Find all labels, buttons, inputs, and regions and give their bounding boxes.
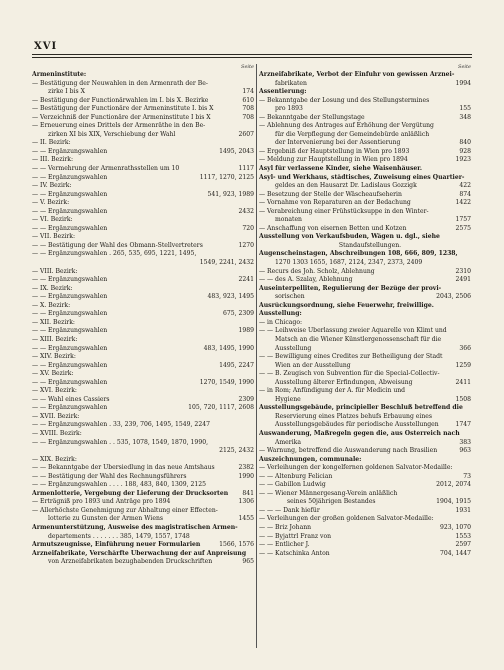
index-entry: [32, 80, 254, 89]
entry-page-ref: 1495, 2247: [219, 361, 254, 369]
entry-text: zirken XI bis XIX, Verschiebung der Wahl: [48, 130, 176, 138]
entry-text: — Bekanntgabe der Stellungstage: [259, 113, 365, 121]
entry-text: von Arzneifabrikaten bezughabenden Druckschriften: [48, 558, 213, 566]
entry-text: — — Ergänzungswahlen: [32, 173, 108, 181]
index-entry: [259, 533, 471, 542]
entry-text: — — Gabillon Ludwig: [259, 481, 326, 489]
entry-text: — Verzeichniß der Functionäre der Armeninstitute I bis X: [32, 113, 211, 121]
entry-page-ref: 2012, 2074: [436, 481, 471, 489]
index-entry: [32, 396, 254, 405]
entry-text: — XII. Bezirk:: [32, 318, 75, 326]
entry-page-ref: 1923: [455, 156, 471, 164]
entry-page-ref: 923, 1070: [439, 523, 471, 531]
entry-text: — Vornahme von Reparaturen an der Bedachung: [259, 199, 411, 207]
index-entry: [259, 404, 471, 413]
index-entry: [32, 558, 254, 567]
index-entry: [32, 456, 254, 465]
entry-page-ref: 2597: [455, 541, 471, 549]
entry-page-ref: 874: [459, 190, 471, 198]
entry-page-ref: 1270, 1549, 1990: [199, 378, 254, 386]
seite-label-right: Seite: [458, 64, 471, 70]
entry-text: — — Briz Johann: [259, 523, 312, 531]
index-entry: [32, 191, 254, 200]
entry-text: Ausstellung von Verkaufsbuden, Wägen u. dgl., siehe: [259, 233, 440, 241]
entry-text: — — Byjattrl Franz von: [259, 532, 332, 540]
index-entry: [32, 473, 254, 482]
index-entry: [259, 430, 471, 439]
entry-text: der Intervenierung bei der Assentierung: [275, 139, 401, 147]
entry-page-ref: 1990: [238, 472, 254, 480]
index-entry: [259, 97, 471, 106]
entry-page-ref: 708: [242, 113, 254, 121]
entry-page-ref: 704, 1447: [439, 549, 471, 557]
entry-page-ref: 1259: [455, 361, 471, 369]
entry-text: — Anschaffung von eisernen Betten und Kotzen: [259, 224, 407, 232]
index-entry: [259, 507, 471, 516]
entry-page-ref: 541, 923, 1989: [207, 190, 254, 198]
index-entry: [259, 88, 471, 97]
index-entry: [259, 524, 471, 533]
index-entry: [32, 182, 254, 191]
entry-text: — Ablehnung des Antrages auf Erhöhung der Vergütung: [259, 122, 434, 130]
entry-text: departements . . . . . . . 385, 1479, 1557, 1748: [48, 532, 190, 540]
entry-text: — — Ergänzungswahlen: [32, 327, 108, 335]
entry-page-ref: 2432: [238, 207, 254, 215]
entry-text: geldes an den Hausarzt Dr. Ladislaus Gozzigk: [275, 182, 417, 190]
index-entry: [259, 225, 471, 234]
index-entry: [32, 250, 254, 259]
entry-text: Matsch an die Wiener Künstlergenossenschaft für die: [275, 335, 442, 343]
index-entry: [259, 208, 471, 217]
entry-text: — — Katschinka Anton: [259, 549, 330, 557]
entry-page-ref: 1757: [455, 216, 471, 224]
index-entry: [32, 447, 254, 456]
entry-page-ref: 483, 1495, 1990: [203, 344, 254, 352]
index-entry: [32, 216, 254, 225]
index-entry: [32, 148, 254, 157]
entry-text: — XVII. Bezirk:: [32, 412, 80, 420]
entry-text: — — Entlicher J.: [259, 541, 310, 549]
entry-text: — — Ergänzungswahlen: [32, 276, 108, 284]
entry-text: — — Bewilligung eines Credites zur Betheiligung der Stadt: [259, 353, 443, 361]
index-entry: [32, 233, 254, 242]
entry-text: Ausstellung:: [259, 310, 302, 318]
entry-page-ref: 1422: [455, 199, 471, 207]
entry-text: pro 1893: [275, 105, 303, 113]
entry-page-ref: 2309: [238, 395, 254, 403]
index-entry: [259, 396, 471, 405]
index-entry: [259, 481, 471, 490]
entry-text: — XIV. Bezirk:: [32, 353, 76, 361]
entry-text: — Bestätigung der Functionäre der Armeninstitute I. bis X: [32, 105, 214, 113]
index-entry: [259, 293, 471, 302]
index-entry: [32, 345, 254, 354]
entry-text: — Erneuerung eines Drittels der Armenräthe in den Be-: [32, 122, 206, 130]
entry-page-ref: 383: [459, 438, 471, 446]
entry-page-ref: 105, 720, 1117, 2608: [188, 404, 254, 412]
entry-text: — XVIII. Bezirk:: [32, 429, 82, 437]
entry-text: sorischen: [275, 293, 305, 301]
index-entry: [32, 490, 254, 499]
index-entry: [32, 533, 254, 542]
entry-text: — — Vermehrung der Armenrathsstellen um 10: [32, 165, 180, 173]
entry-text: — in Chicago:: [259, 318, 303, 326]
entry-text: — Verabreichung einer Frühstücksuppe in den Winter-: [259, 207, 429, 215]
entry-text: — Bekanntgabe der Losung und des Stellungstermines: [259, 96, 430, 104]
entry-text: 1270 1303 1655, 1687, 2124, 2347, 2373, 2409: [275, 259, 423, 267]
index-entry: [259, 310, 471, 319]
entry-text: — — Leihweise Überlassung zweier Aquarelle von Klimt und: [259, 327, 447, 335]
entry-page-ref: 610: [242, 96, 254, 104]
entry-text: — VII. Bezirk:: [32, 233, 76, 241]
index-entry: [32, 353, 254, 362]
left-column: [32, 63, 254, 567]
index-entry: [259, 191, 471, 200]
index-entry: [259, 122, 471, 131]
index-entry: [259, 71, 471, 80]
entry-page-ref: 675, 2309: [222, 310, 254, 318]
entry-page-ref: 840: [459, 139, 471, 147]
column-divider: [256, 64, 257, 648]
index-entry: [259, 139, 471, 148]
entry-text: — VIII. Bezirk:: [32, 267, 78, 275]
entry-page-ref: 2310: [455, 267, 471, 275]
entry-page-ref: 2575: [455, 224, 471, 232]
index-entry: [259, 362, 471, 371]
entry-text: — — Wiener Männergesang-Verein anläßlich: [259, 489, 398, 497]
entry-page-ref: 1994: [455, 79, 471, 87]
index-entry: [32, 550, 254, 559]
index-entry: [259, 285, 471, 294]
entry-text: Arzneifabrikate, Verbot der Einfuhr von gewissen Arznei-: [259, 71, 455, 78]
entry-text: Assentierung:: [259, 88, 307, 96]
entry-text: — X. Bezirk:: [32, 301, 71, 309]
index-entry: [259, 447, 471, 456]
index-entry: [259, 490, 471, 499]
index-entry: [32, 174, 254, 183]
index-entry: [32, 97, 254, 106]
entry-text: — Ergebniß der Hauptstellung in Wien pro 1893: [259, 147, 410, 155]
index-entry: [259, 250, 471, 259]
seite-label-left: Seite: [241, 64, 254, 70]
index-entry: [32, 114, 254, 123]
index-entry: [32, 268, 254, 277]
index-entry: [259, 413, 471, 422]
entry-text: — IX. Bezirk:: [32, 284, 73, 292]
entry-page-ref: 1931: [455, 506, 471, 514]
entry-text: — Allerhöchste Genehmigung zur Abhaltung einer Effecten-: [32, 506, 218, 514]
index-entry: [259, 353, 471, 362]
entry-text: Ausstellungsgebäudes für periodische Ausstellungen: [275, 421, 439, 429]
entry-text: — in Rom; Anfündigung der A. für Medicin und: [259, 387, 406, 395]
entry-text: Hygiene: [275, 395, 301, 403]
entry-text: monaten: [275, 216, 302, 224]
index-entry: [259, 216, 471, 225]
entry-text: Armenunterstützung, Ausweise des magistratischen Armen-: [32, 523, 238, 531]
entry-page-ref: 2382: [238, 464, 254, 472]
entry-page-ref: 1747: [455, 421, 471, 429]
entry-text: — III. Bezirk:: [32, 156, 74, 164]
index-entry: [32, 225, 254, 234]
entry-page-ref: 1306: [238, 498, 254, 506]
entry-text: — XVI. Bezirk:: [32, 387, 77, 395]
entry-text: — II. Bezirk:: [32, 139, 71, 147]
index-entry: [32, 515, 254, 524]
index-entry: [32, 404, 254, 413]
index-entry: [32, 541, 254, 550]
index-entry: [259, 174, 471, 183]
index-entry: [259, 387, 471, 396]
entry-page-ref: 1553: [455, 532, 471, 540]
index-entry: [259, 80, 471, 89]
index-entry: [32, 336, 254, 345]
index-entry: [32, 327, 254, 336]
entry-page-ref: 1117, 1270, 2125: [199, 173, 254, 181]
entry-text: — Bestätigung der Functionärwahlen im I. bis X. Bezirke: [32, 96, 209, 104]
entry-page-ref: 1566, 1576: [219, 541, 254, 549]
entry-text: Standaufstellungen.: [338, 241, 402, 249]
entry-text: Asyl- und Werkhaus, städtisches, Zuweisung eines Quartier-: [259, 173, 465, 181]
index-entry: [259, 114, 471, 123]
entry-text: Wien an der Ausstellung: [275, 361, 351, 369]
entry-text: — — Ergänzungswahlen: [32, 147, 108, 155]
entry-text: — — Ergänzungswahlen: [32, 207, 108, 215]
index-entry: [259, 421, 471, 430]
header-rule: [32, 54, 472, 55]
entry-text: — — Altenburg Felician: [259, 472, 333, 480]
index-entry: [32, 379, 254, 388]
entry-text: Auswanderung, Maßregeln gegen die, aus Österreich nach: [259, 429, 460, 437]
entry-text: Armutszeugnisse, Einführung neuer Formularien: [32, 541, 201, 549]
entry-page-ref: 965: [242, 558, 254, 566]
index-entry: [259, 242, 471, 251]
index-entry: [32, 310, 254, 319]
entry-text: — — B. Zeugisch von Subvention für die Special-Collectiv-: [259, 370, 440, 378]
entry-text: Ausstellung älterer Erfindungen, Abweisung: [275, 378, 413, 386]
index-entry: [32, 507, 254, 516]
index-entry: [32, 319, 254, 328]
entry-text: Ausstellung: [275, 344, 312, 352]
entry-page-ref: 2491: [455, 276, 471, 284]
entry-text: — — Ergänzungswahlen: [32, 344, 108, 352]
entry-text: — Besetzung der Stelle der Wäscheaufseherin: [259, 190, 402, 198]
index-entry: [259, 464, 471, 473]
entry-text: — — Ergänzungswahlen: [32, 404, 108, 412]
entry-page-ref: 2607: [238, 130, 254, 138]
entry-text: — Recurs des Joh. Scholz, Ablehnung: [259, 267, 375, 275]
entry-text: — Warnung, betreffend die Auswanderung nach Brasilien: [259, 447, 438, 455]
entry-text: Augenscheinstagen, Abschreibungen 108, 666, 809, 1238,: [259, 250, 458, 258]
index-entry: [32, 439, 254, 448]
index-entry: [259, 456, 471, 465]
index-entry: [259, 541, 471, 550]
entry-text: — IV. Bezirk:: [32, 182, 72, 190]
entry-page-ref: 366: [459, 344, 471, 352]
index-entry: [259, 131, 471, 140]
index-entry: [32, 302, 254, 311]
entry-page-ref: 73: [463, 472, 471, 480]
index-entry: [259, 379, 471, 388]
entry-page-ref: 1270: [238, 241, 254, 249]
index-entry: [32, 285, 254, 294]
index-entry: [259, 105, 471, 114]
entry-page-ref: 483, 923, 1495: [207, 293, 254, 301]
entry-text: — — Ergänzungswahlen: [32, 190, 108, 198]
entry-text: — XIX. Bezirk:: [32, 455, 77, 463]
entry-text: — VI. Bezirk:: [32, 216, 73, 224]
entry-page-ref: 1117: [238, 165, 254, 173]
entry-page-ref: 963: [459, 447, 471, 455]
entry-text: — Erträgniß pro 1893 und Anträge pro 1894: [32, 498, 171, 506]
entry-page-ref: 1495, 2043: [219, 147, 254, 155]
entry-text: seines 50jährigen Bestandes: [287, 498, 376, 506]
index-entry: [259, 148, 471, 157]
entry-text: — XV. Bezirk:: [32, 370, 74, 378]
entry-text: Arzneifabrikate, Verschärfte Überwachung der auf Anpreisung: [32, 549, 247, 557]
entry-text: zirke I bis X: [48, 88, 85, 96]
entry-text: fabrikaten: [275, 79, 307, 87]
index-entry: [259, 165, 471, 174]
entry-page-ref: 348: [459, 113, 471, 121]
entry-text: — — Ergänzungswahlen: [32, 293, 108, 301]
index-entry: [32, 88, 254, 97]
entry-text: — — Ergänzungswahlen: [32, 224, 108, 232]
index-entry: [259, 199, 471, 208]
entry-text: — — Ergänzungswahlen . 265, 535, 695, 1221, 1495,: [32, 250, 197, 258]
index-entry: [32, 131, 254, 140]
entry-text: — XIII. Bezirk:: [32, 335, 78, 343]
index-entry: [259, 515, 471, 524]
entry-text: Reservierung eines Platzes behufs Erbauung eines: [275, 412, 432, 420]
index-entry: [259, 336, 471, 345]
index-entry: [32, 524, 254, 533]
index-entry: [32, 242, 254, 251]
index-entry: [32, 370, 254, 379]
entry-text: — V. Bezirk:: [32, 199, 70, 207]
entry-text: 2125, 2432: [219, 447, 254, 455]
entry-text: für die Verpflegung der Gemeindebürde anläßlich: [275, 130, 430, 138]
entry-text: Ausrückungsordnung, siehe Feuerwehr, freiwillige.: [259, 301, 434, 309]
entry-text: Auseinterpelliten, Regulierung der Bezüge der provi-: [259, 284, 442, 292]
entry-text: — — — Dank hiefür: [259, 506, 320, 514]
index-entry: [32, 156, 254, 165]
header-rule-thin: [32, 57, 472, 58]
index-entry: [259, 268, 471, 277]
index-entry: [32, 199, 254, 208]
index-entry: [32, 259, 254, 268]
entry-text: lotterie zu Gunsten der Armen Wiens: [48, 515, 164, 523]
entry-text: — — Bekanntgabe der Übersiedlung in das neue Amtshaus: [32, 464, 215, 472]
index-entry: [259, 327, 471, 336]
index-entry: [32, 276, 254, 285]
index-entry: [259, 473, 471, 482]
index-entry: [259, 370, 471, 379]
index-entry: [259, 233, 471, 242]
index-entry: [32, 498, 254, 507]
index-entry: [32, 293, 254, 302]
entry-text: — Bestätigung der Neuwahlen in den Armenrath der Be-: [32, 79, 208, 87]
entry-text: — — Wahl eines Cassiers: [32, 395, 110, 403]
index-entry: [259, 319, 471, 328]
entry-text: Auszeichnungen, communale:: [259, 455, 362, 463]
entry-page-ref: 2241: [238, 276, 254, 284]
entry-text: — — Ergänzungswahlen: [32, 361, 108, 369]
entry-text: — Verleihungen der kongelfernen goldenen Salvator-Medaille:: [259, 464, 453, 472]
entry-text: — Meldung zur Hauptstellung in Wien pro 1894: [259, 156, 408, 164]
index-entry: [32, 362, 254, 371]
index-entry: [32, 464, 254, 473]
entry-page-ref: 1989: [238, 327, 254, 335]
entry-text: — — des A. Szalay, Ablehnung: [259, 276, 353, 284]
entry-text: — — Bestätigung der Wahl des Rechnungsführers: [32, 472, 187, 480]
index-entry: [259, 439, 471, 448]
index-entry: [259, 259, 471, 268]
entry-page-ref: 720: [242, 224, 254, 232]
entry-text: — Verleihungen der großen goldenen Salvator-Medaille:: [259, 515, 434, 523]
index-entry: [32, 139, 254, 148]
entry-page-ref: 708: [242, 105, 254, 113]
index-entry: [259, 550, 471, 559]
index-entry: [32, 122, 254, 131]
entry-text: — — Ergänzungswahlen: [32, 310, 108, 318]
entry-page-ref: 928: [459, 147, 471, 155]
index-entry: [32, 413, 254, 422]
entry-text: Armenlotterie, Vergebung der Lieferung der Drucksorten: [32, 489, 229, 497]
index-entry: [259, 276, 471, 285]
entry-page-ref: 155: [459, 105, 471, 113]
entry-text: — — Ergänzungswahlen . 33, 239, 706, 1495, 1549, 2247: [32, 421, 210, 429]
index-entry: [32, 208, 254, 217]
index-entry: [32, 421, 254, 430]
page-number: XVI: [34, 41, 58, 52]
entry-page-ref: 174: [242, 88, 254, 96]
entry-text: — — Ergänzungswahlen . . 535, 1078, 1549, 1870, 1990,: [32, 438, 209, 446]
entry-page-ref: 2043, 2506: [436, 293, 471, 301]
entry-text: — — Ergänzungswahlen . . . . 188, 483, 840, 1309, 2125: [32, 481, 207, 489]
index-entry: [32, 71, 254, 80]
entry-page-ref: 2411: [455, 378, 471, 386]
index-entry: [259, 302, 471, 311]
entry-text: — — Ergänzungswahlen: [32, 378, 108, 386]
entry-text: 1549, 2241, 2432: [199, 259, 254, 267]
index-entry: [259, 182, 471, 191]
entry-page-ref: 1904, 1915: [436, 498, 471, 506]
index-entry: [32, 481, 254, 490]
entry-text: Amerika: [275, 438, 301, 446]
index-entry: [32, 105, 254, 114]
index-entry: [259, 345, 471, 354]
entry-page-ref: 422: [459, 182, 471, 190]
entry-page-ref: 1455: [238, 515, 254, 523]
entry-text: Asyl für verlassene Kinder, siehe Waisenhäuser.: [259, 165, 423, 173]
index-entry: [32, 165, 254, 174]
index-entry: [32, 430, 254, 439]
index-entry: [259, 156, 471, 165]
entry-text: Armeninstitute:: [32, 71, 87, 78]
index-entry: [32, 387, 254, 396]
entry-page-ref: 1508: [455, 395, 471, 403]
index-entry: [259, 498, 471, 507]
entry-page-ref: 841: [242, 489, 254, 497]
right-column: [259, 63, 471, 558]
entry-text: Ausstellungsgebäude, principieller Beschluß betreffend die: [259, 404, 463, 412]
entry-text: — — Bestätigung der Wahl des Obmann-Stellvertreters: [32, 241, 203, 249]
